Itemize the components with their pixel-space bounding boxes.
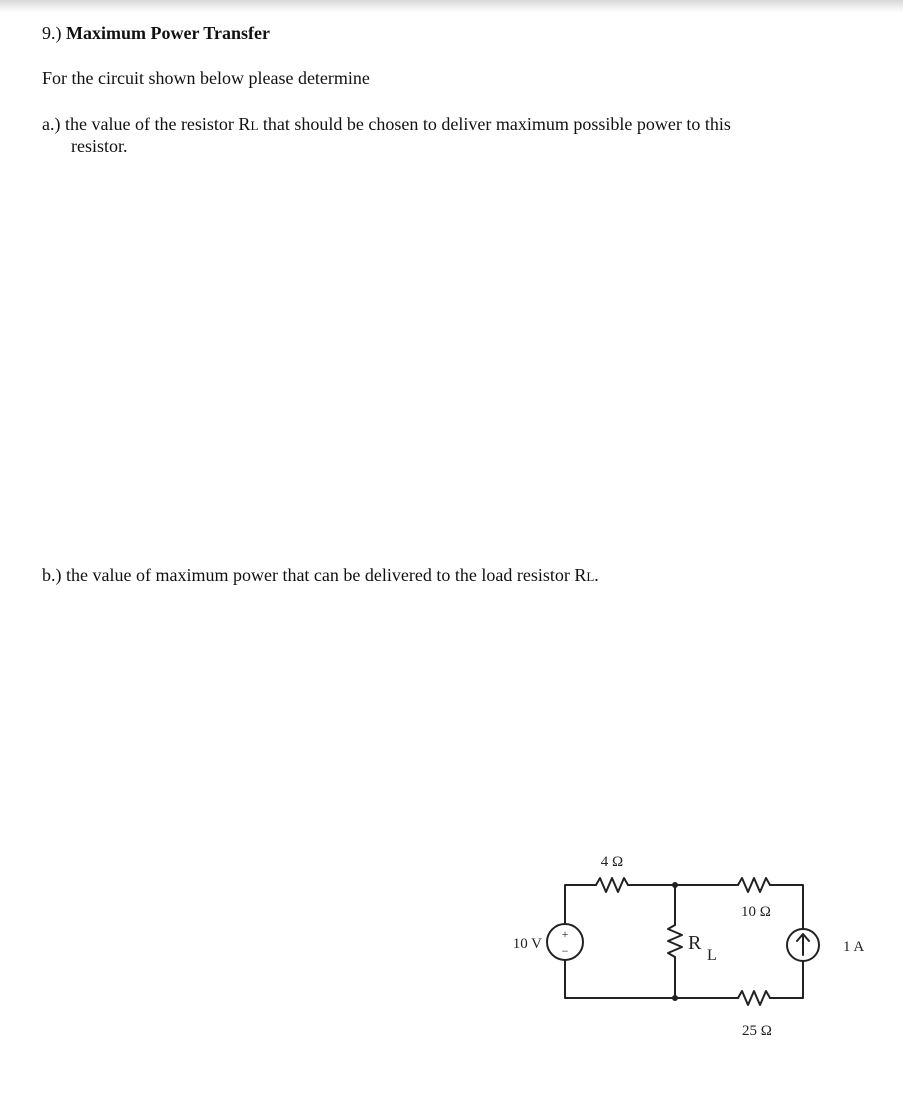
junction-bottom [672, 995, 678, 1001]
resistor-rl [668, 925, 682, 957]
label-4ohm: 4 Ω [600, 854, 624, 870]
wire-right-bottom-right [770, 961, 803, 998]
label-rl-subscript: L [707, 947, 717, 964]
part-b-text-before: the value of maximum power that can be delivered to the load resistor R [66, 565, 587, 585]
label-10ohm: 10 Ω [741, 904, 771, 920]
part-a-label: a.) [42, 114, 61, 134]
label-rl: R [688, 932, 702, 954]
part-a-subscript: L [250, 118, 259, 133]
label-25ohm: 25 Ω [742, 1023, 772, 1039]
voltage-source-plus: + [561, 927, 569, 941]
part-b-text-after: . [594, 565, 599, 585]
current-arrow-icon [797, 934, 809, 955]
label-10v: 10 V [512, 936, 542, 952]
question-intro: For the circuit shown below please determine [42, 68, 370, 88]
wire-left-top [565, 885, 596, 924]
question-title: Maximum Power Transfer [66, 23, 270, 43]
resistor-25ohm [738, 991, 770, 1005]
resistor-10ohm [738, 878, 770, 892]
part-a-text-before: the value of the resistor R [64, 114, 251, 134]
part-b-subscript: L [586, 569, 595, 584]
part-b-label: b.) [42, 565, 62, 585]
wire-right-top-right [770, 885, 803, 929]
question-number: 9.) [42, 23, 62, 43]
part-a-continuation: resistor. [71, 136, 128, 156]
junction-top [672, 882, 678, 888]
voltage-source-minus: − [561, 944, 569, 958]
resistor-4ohm [596, 878, 628, 892]
wire-left-bottom [565, 960, 675, 998]
label-1a: 1 A [843, 939, 865, 955]
part-a-text-after: that should be chosen to deliver maximum possible power to this [258, 114, 731, 134]
